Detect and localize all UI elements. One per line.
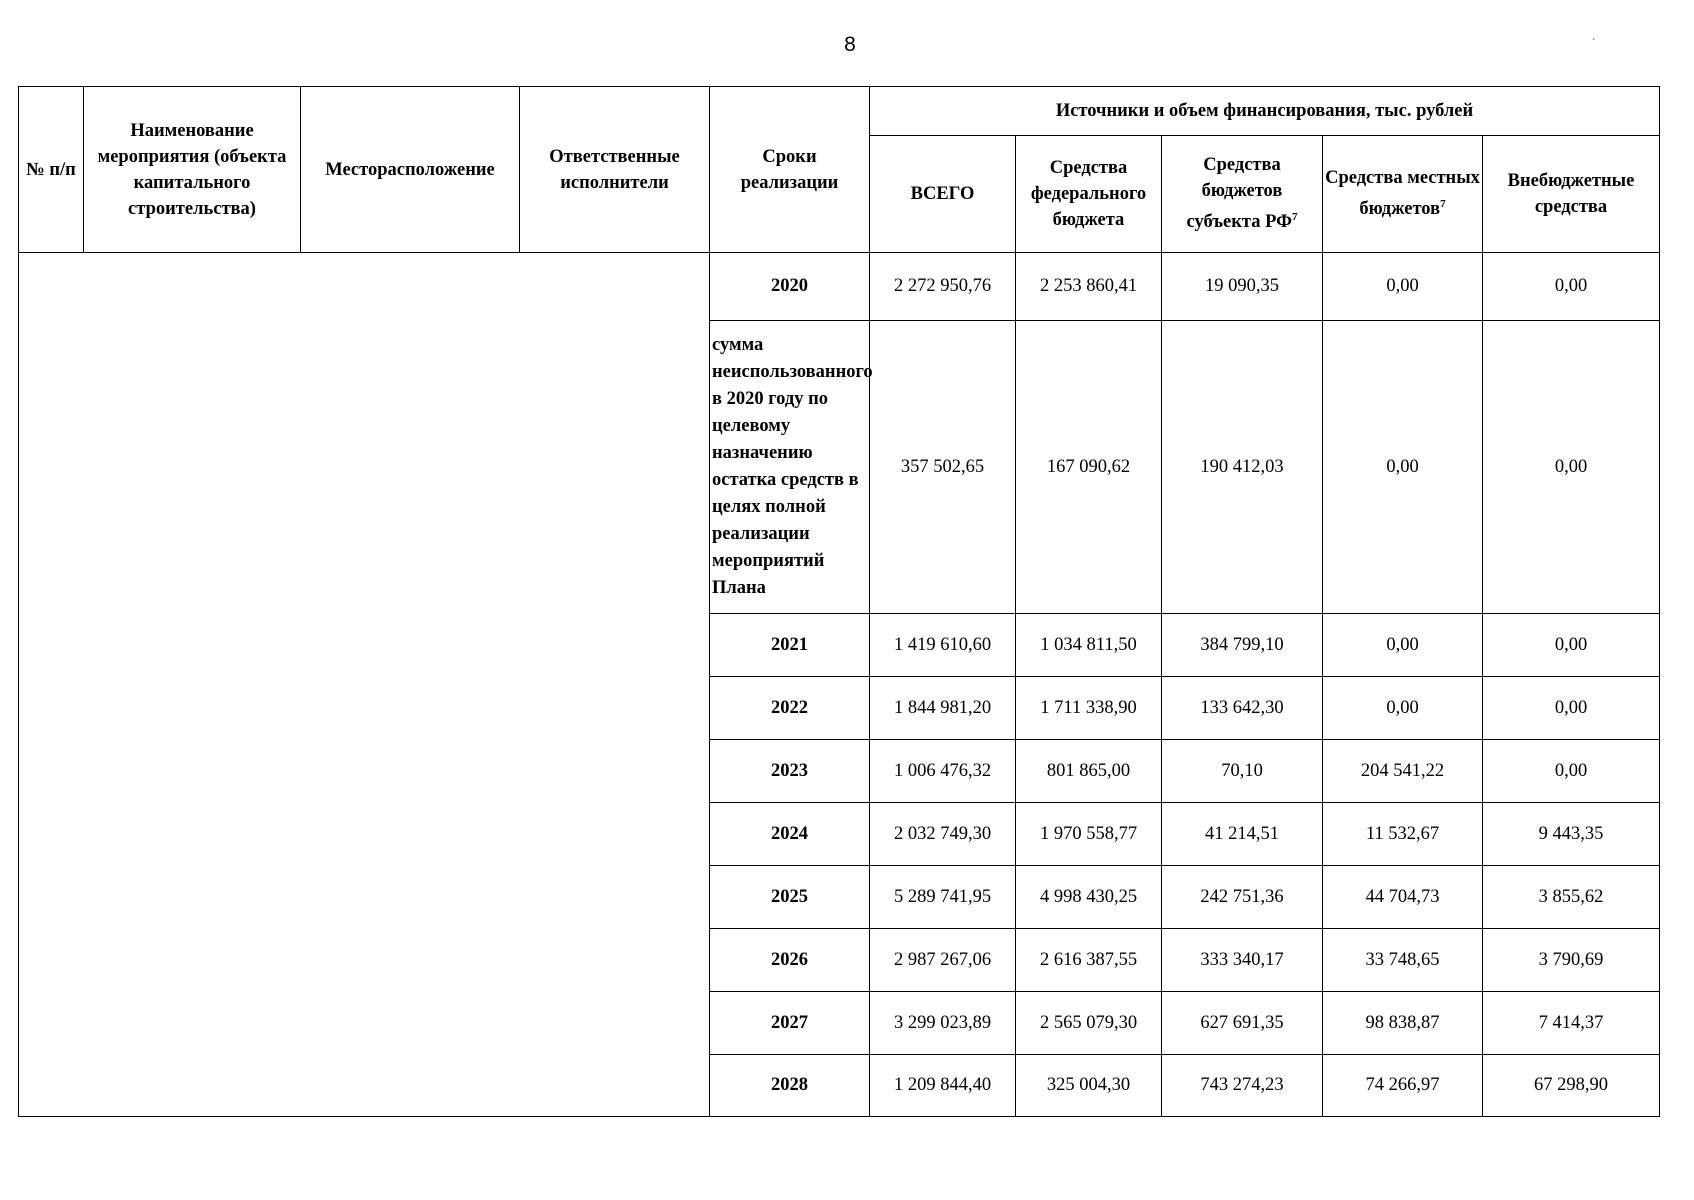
cell-period: 2025 (710, 866, 870, 929)
cell-total: 1 844 981,20 (870, 677, 1016, 740)
cell-extra: 7 414,37 (1483, 992, 1660, 1055)
cell-extra: 3 855,62 (1483, 866, 1660, 929)
cell-regional: 41 214,51 (1162, 803, 1323, 866)
cell-period: 2022 (710, 677, 870, 740)
cell-federal: 2 565 079,30 (1016, 992, 1162, 1055)
cell-regional: 190 412,03 (1162, 321, 1323, 614)
cell-federal: 2 253 860,41 (1016, 253, 1162, 321)
table-row (19, 253, 1660, 321)
cell-period: 2026 (710, 929, 870, 992)
cell-period-note: сумма неиспользованного в 2020 году по целевому назначению остатка средств в целях полной реализации мероприятий Плана (710, 321, 870, 614)
cell-period: 2020 (710, 253, 870, 321)
header-federal: Средства федерального бюджета (1016, 136, 1162, 253)
cell-local: 98 838,87 (1323, 992, 1483, 1055)
cell-regional: 743 274,23 (1162, 1055, 1323, 1117)
cell-total: 5 289 741,95 (870, 866, 1016, 929)
header-local-label: Средства местных бюджетов (1325, 168, 1480, 220)
cell-federal: 325 004,30 (1016, 1055, 1162, 1117)
cell-total: 3 299 023,89 (870, 992, 1016, 1055)
cell-local: 74 266,97 (1323, 1055, 1483, 1117)
cell-extra: 0,00 (1483, 253, 1660, 321)
empty-merged-cell (19, 253, 710, 1117)
cell-regional: 384 799,10 (1162, 614, 1323, 677)
cell-extra: 67 298,90 (1483, 1055, 1660, 1117)
cell-total: 1 419 610,60 (870, 614, 1016, 677)
cell-federal: 2 616 387,55 (1016, 929, 1162, 992)
header-name: Наименование мероприятия (объекта капитального строительства) (84, 87, 301, 253)
header-period: Сроки реализации (710, 87, 870, 253)
cell-local: 0,00 (1323, 321, 1483, 614)
cell-period: 2021 (710, 614, 870, 677)
corner-mark: ` (1592, 38, 1596, 49)
cell-regional: 133 642,30 (1162, 677, 1323, 740)
cell-extra: 0,00 (1483, 614, 1660, 677)
cell-period: 2023 (710, 740, 870, 803)
cell-extra: 0,00 (1483, 321, 1660, 614)
cell-total: 2 272 950,76 (870, 253, 1016, 321)
cell-total: 2 987 267,06 (870, 929, 1016, 992)
cell-local: 11 532,67 (1323, 803, 1483, 866)
cell-period: 2027 (710, 992, 870, 1055)
cell-federal: 801 865,00 (1016, 740, 1162, 803)
header-total: ВСЕГО (870, 136, 1016, 253)
cell-federal: 167 090,62 (1016, 321, 1162, 614)
cell-period: 2024 (710, 803, 870, 866)
header-no: № п/п (19, 87, 84, 253)
page-number: 8 (844, 33, 856, 56)
cell-extra: 0,00 (1483, 677, 1660, 740)
cell-extra: 9 443,35 (1483, 803, 1660, 866)
header-local-footnote: 7 (1440, 198, 1446, 211)
cell-regional: 242 751,36 (1162, 866, 1323, 929)
cell-total: 1 006 476,32 (870, 740, 1016, 803)
header-extrabudget: Внебюджетные средства (1483, 136, 1660, 253)
cell-regional: 70,10 (1162, 740, 1323, 803)
header-regional-footnote: 7 (1291, 211, 1298, 224)
financing-table (18, 86, 1660, 1117)
cell-federal: 1 711 338,90 (1016, 677, 1162, 740)
header-local (1323, 136, 1483, 253)
cell-total: 357 502,65 (870, 321, 1016, 614)
header-location: Месторасположение (301, 87, 520, 253)
cell-federal: 1 970 558,77 (1016, 803, 1162, 866)
cell-local: 0,00 (1323, 677, 1483, 740)
cell-local: 204 541,22 (1323, 740, 1483, 803)
cell-extra: 0,00 (1483, 740, 1660, 803)
cell-total: 2 032 749,30 (870, 803, 1016, 866)
cell-total: 1 209 844,40 (870, 1055, 1016, 1117)
cell-regional: 627 691,35 (1162, 992, 1323, 1055)
cell-local: 33 748,65 (1323, 929, 1483, 992)
cell-local: 0,00 (1323, 614, 1483, 677)
cell-regional: 19 090,35 (1162, 253, 1323, 321)
header-funding-group: Источники и объем финансирования, тыс. рублей (870, 87, 1660, 136)
cell-regional: 333 340,17 (1162, 929, 1323, 992)
cell-local: 44 704,73 (1323, 866, 1483, 929)
header-regional-label: Средства бюджетов субъекта РФ (1186, 155, 1292, 233)
cell-federal: 4 998 430,25 (1016, 866, 1162, 929)
header-regional (1162, 136, 1323, 253)
cell-local: 0,00 (1323, 253, 1483, 321)
header-executors: Ответственные исполнители (520, 87, 710, 253)
cell-period: 2028 (710, 1055, 870, 1117)
cell-federal: 1 034 811,50 (1016, 614, 1162, 677)
cell-extra: 3 790,69 (1483, 929, 1660, 992)
